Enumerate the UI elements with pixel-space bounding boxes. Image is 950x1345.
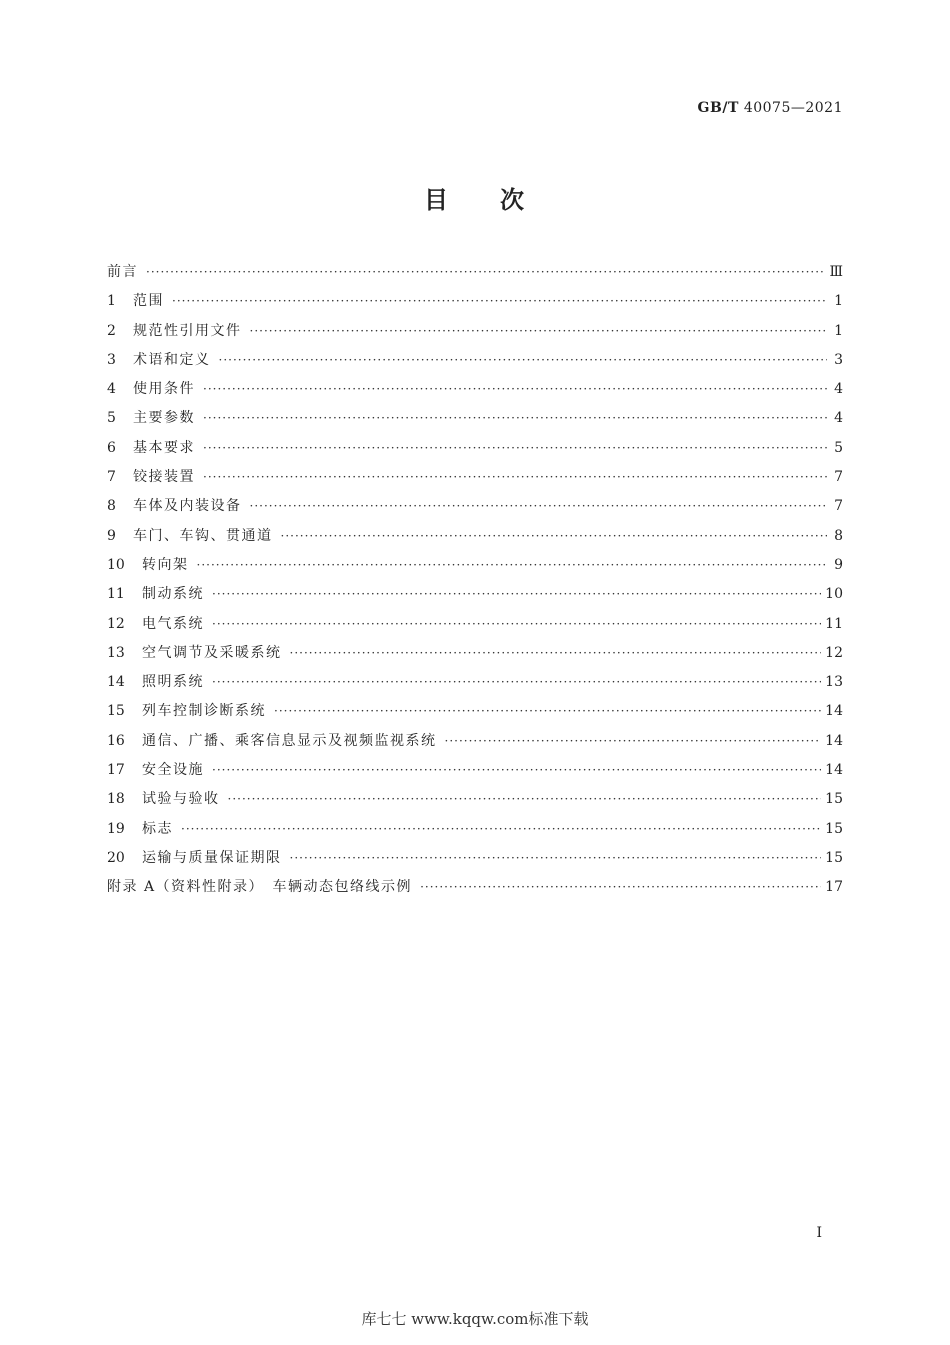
toc-leader-dots (212, 756, 821, 785)
toc-entry-label: 安全设施 (142, 762, 204, 779)
toc-leader-dots (212, 580, 821, 609)
toc-leader-dots (181, 815, 821, 844)
toc-entry[interactable] (107, 551, 843, 580)
toc-leader-dots (203, 463, 827, 492)
toc-entry-page: 4 (834, 381, 843, 398)
toc-entry[interactable] (107, 258, 843, 287)
toc-entry-page: 15 (825, 791, 843, 808)
toc-leader-dots (290, 844, 822, 873)
toc-entry-number: 18 (107, 791, 125, 808)
standard-number: 40075—2021 (743, 100, 843, 116)
toc-entry[interactable] (107, 317, 843, 346)
toc-entry-label: 车门、车钩、贯通道 (133, 527, 273, 544)
toc-entry-page: 11 (825, 615, 843, 632)
toc-entry-label: 运输与质量保证期限 (142, 849, 282, 866)
toc-entry[interactable] (107, 492, 843, 521)
toc-entry[interactable] (107, 375, 843, 404)
toc-entry-page: 14 (825, 762, 843, 779)
toc-entry[interactable] (107, 756, 843, 785)
toc-entry[interactable] (107, 668, 843, 697)
toc-entry-label: 前言 (107, 264, 138, 280)
toc-entry-label: 制动系统 (142, 586, 204, 603)
toc-entry-number: 20 (107, 849, 125, 866)
toc-leader-dots (219, 346, 828, 375)
table-of-contents (107, 258, 843, 903)
toc-entry-page: 4 (834, 410, 843, 427)
toc-entry[interactable] (107, 697, 843, 726)
toc-leader-dots (203, 404, 827, 433)
toc-entry-page: 1 (834, 322, 843, 339)
toc-entry-page: 10 (825, 586, 843, 603)
toc-entry-page: 7 (834, 469, 843, 486)
toc-leader-dots (290, 639, 822, 668)
toc-entry-number: 14 (107, 674, 125, 691)
toc-entry-page: 12 (825, 644, 843, 661)
toc-entry-number: 13 (107, 644, 125, 661)
toc-entry-page: 15 (825, 849, 843, 866)
toc-entry-page: 9 (834, 556, 843, 573)
toc-entry-label: 使用条件 (133, 381, 195, 398)
toc-entry-page: 17 (825, 879, 843, 896)
toc-entry-label: 范围 (133, 293, 164, 310)
toc-entry-number: 19 (107, 820, 125, 837)
download-watermark: 库七七 www.kqqw.com标准下载 (361, 1310, 589, 1328)
toc-entry-label: 主要参数 (133, 410, 195, 427)
toc-leader-dots (212, 668, 821, 697)
toc-entry-label: 照明系统 (142, 674, 204, 691)
toc-entry-number: 9 (107, 527, 116, 544)
toc-leader-dots (197, 551, 828, 580)
toc-entry[interactable] (107, 287, 843, 316)
toc-entry-label: 试验与验收 (142, 791, 220, 808)
toc-leader-dots (274, 697, 821, 726)
toc-entry-number: 6 (107, 439, 116, 456)
toc-leader-dots (445, 727, 822, 756)
toc-entry-label: 通信、广播、乘客信息显示及视频监视系统 (142, 732, 437, 749)
toc-entry-label: 车体及内装设备 (133, 498, 242, 515)
toc-entry[interactable] (107, 580, 843, 609)
toc-entry-page: 7 (834, 498, 843, 515)
toc-entry[interactable] (107, 463, 843, 492)
toc-entry-number: 5 (107, 410, 116, 427)
toc-entry[interactable] (107, 610, 843, 639)
toc-leader-dots (250, 492, 828, 521)
toc-leader-dots (228, 785, 822, 814)
page-title (0, 180, 950, 215)
toc-entry-label: 附录 A（资料性附录） 车辆动态包络线示例 (107, 879, 413, 896)
toc-leader-dots (203, 375, 827, 404)
toc-entry-number: 15 (107, 703, 125, 720)
toc-entry-number: 16 (107, 732, 125, 749)
toc-leader-dots (146, 258, 825, 287)
toc-entry-page: 13 (825, 674, 843, 691)
toc-entry-page: Ⅲ (829, 264, 843, 280)
standard-code (698, 100, 843, 116)
toc-entry-label: 规范性引用文件 (133, 322, 242, 339)
toc-leader-dots (281, 522, 828, 551)
toc-entry-page: 8 (834, 527, 843, 544)
title-char-2: 次 (500, 186, 526, 214)
toc-entry-label: 标志 (142, 820, 173, 837)
toc-entry[interactable] (107, 434, 843, 463)
toc-entry-label: 基本要求 (133, 439, 195, 456)
toc-entry-label: 术语和定义 (133, 351, 211, 368)
toc-entry-label: 铰接装置 (133, 469, 195, 486)
toc-entry-number: 17 (107, 762, 125, 779)
toc-entry[interactable] (107, 346, 843, 375)
toc-entry[interactable] (107, 522, 843, 551)
toc-entry-number: 2 (107, 322, 116, 339)
toc-entry[interactable] (107, 844, 843, 873)
toc-entry-page: 14 (825, 703, 843, 720)
toc-leader-dots (420, 873, 821, 902)
toc-leader-dots (172, 287, 827, 316)
toc-entry[interactable] (107, 639, 843, 668)
page-number: Ⅰ (816, 1225, 822, 1241)
toc-entry-page: 15 (825, 820, 843, 837)
toc-leader-dots (203, 434, 827, 463)
standard-prefix: GB/T (697, 100, 739, 116)
toc-entry-label: 电气系统 (142, 615, 204, 632)
toc-entry-number: 10 (107, 556, 125, 573)
toc-entry-number: 11 (107, 586, 125, 603)
toc-entry-page: 3 (834, 351, 843, 368)
toc-leader-dots (250, 317, 828, 346)
toc-entry-label: 转向架 (142, 556, 189, 573)
toc-entry-page: 14 (825, 732, 843, 749)
toc-entry[interactable] (107, 727, 843, 756)
toc-entry[interactable] (107, 404, 843, 433)
toc-entry-number: 12 (107, 615, 125, 632)
toc-entry-number: 8 (107, 498, 116, 515)
title-char-1: 目 (424, 186, 450, 214)
toc-entry-label: 列车控制诊断系统 (142, 703, 266, 720)
toc-leader-dots (212, 610, 821, 639)
toc-entry-number: 4 (107, 381, 116, 398)
toc-entry-label: 空气调节及采暖系统 (142, 644, 282, 661)
toc-entry-number: 1 (107, 293, 116, 310)
toc-entry-number: 3 (107, 351, 116, 368)
toc-entry[interactable] (107, 785, 843, 814)
toc-entry-page: 1 (834, 293, 843, 310)
toc-entry-page: 5 (834, 439, 843, 456)
toc-entry[interactable] (107, 815, 843, 844)
toc-entry[interactable] (107, 873, 843, 902)
toc-entry-number: 7 (107, 469, 116, 486)
